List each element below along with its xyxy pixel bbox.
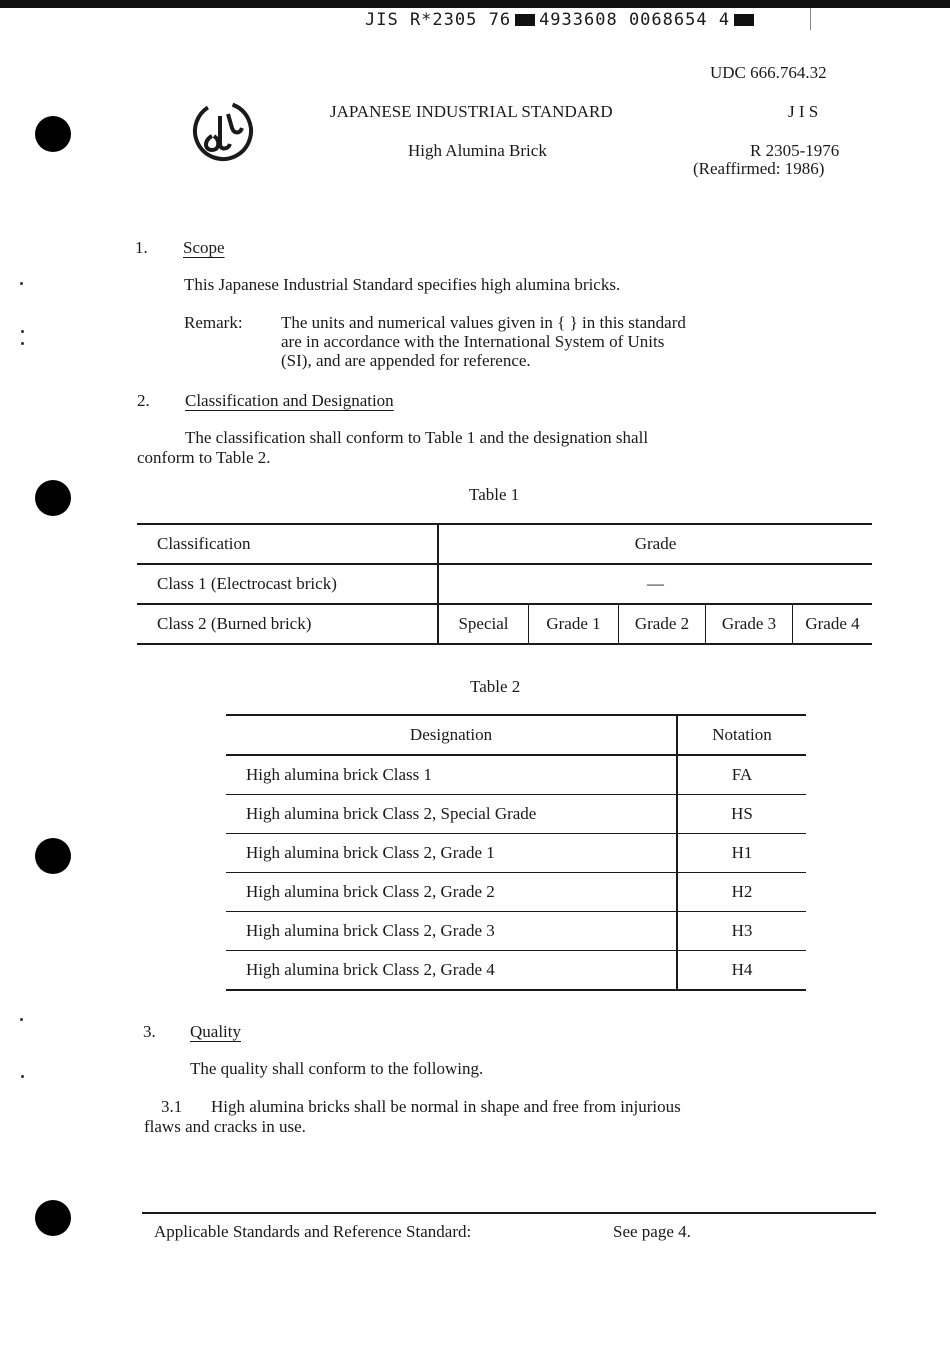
- jis-mark-text: J I S: [788, 102, 819, 121]
- remark-line: (SI), and are appended for reference.: [281, 351, 531, 370]
- designation-cell: High alumina brick Class 2, Grade 3: [226, 912, 677, 951]
- designation-cell: High alumina brick Class 1: [226, 755, 677, 795]
- classification-text: conform to Table 2.: [137, 448, 271, 467]
- table1-header-grade: Grade: [634, 534, 677, 553]
- scope-text: This Japanese Industrial Standard specifies high alumina bricks.: [184, 275, 621, 294]
- jis-mark-icon: [190, 98, 256, 164]
- quality-item-number: 3.1: [161, 1097, 183, 1116]
- table-row: [226, 755, 806, 795]
- table-row: [226, 834, 806, 873]
- designation-cell: High alumina brick Class 2, Grade 4: [226, 951, 677, 991]
- table-row: [226, 951, 806, 991]
- punch-hole: [35, 1200, 71, 1236]
- redaction-block: [515, 14, 535, 26]
- notation-cell: FA: [731, 765, 753, 784]
- table1-row-value: —: [647, 574, 664, 593]
- table-row: [226, 912, 806, 951]
- remark-line: are in accordance with the International System of Units: [281, 332, 665, 351]
- table1-grade-cell: Grade 2: [619, 604, 706, 644]
- notation-cell: HS: [731, 804, 753, 823]
- table2-caption: Table 2: [470, 677, 521, 696]
- quality-item-text: High alumina bricks shall be normal in shape and free from injurious: [211, 1097, 681, 1116]
- section-number: 3.: [143, 1022, 156, 1041]
- table2: [226, 714, 806, 991]
- table1-caption: Table 1: [469, 485, 520, 504]
- table1-header-classification: Classification: [137, 524, 438, 564]
- notation-cell: H4: [731, 960, 753, 979]
- redaction-block: [734, 14, 754, 26]
- document-code-prefix: JIS R*2305 76: [365, 10, 512, 30]
- scan-speck: [21, 342, 24, 345]
- scan-mark: [810, 8, 811, 30]
- section-number: 1.: [135, 238, 148, 257]
- remark-label: Remark:: [184, 313, 243, 332]
- notation-cell: H2: [731, 882, 753, 901]
- scan-top-bar: [0, 0, 950, 8]
- designation-cell: High alumina brick Class 2, Grade 2: [226, 873, 677, 912]
- section-title-classification: Classification and Designation: [185, 391, 394, 410]
- table2-header-notation: Notation: [712, 725, 772, 744]
- document-code-line: [365, 10, 758, 30]
- designation-cell: High alumina brick Class 2, Grade 1: [226, 834, 677, 873]
- scan-speck: [20, 1018, 23, 1021]
- section-number: 2.: [137, 391, 150, 410]
- section-title-quality: Quality: [190, 1022, 241, 1041]
- footer-reference: See page 4.: [613, 1222, 691, 1241]
- section-title-scope: Scope: [183, 238, 225, 257]
- classification-text: The classification shall conform to Table 1 and the designation shall: [185, 428, 649, 447]
- table1-grade-cell: Grade 3: [706, 604, 793, 644]
- punch-hole: [35, 116, 71, 152]
- designation-cell: High alumina brick Class 2, Special Grade: [226, 795, 677, 834]
- scan-speck: [20, 282, 23, 285]
- standard-number: R 2305-1976: [750, 141, 840, 160]
- document-subject: High Alumina Brick: [408, 141, 547, 160]
- udc-number: UDC 666.764.32: [710, 63, 827, 82]
- standard-title: JAPANESE INDUSTRIAL STANDARD: [330, 102, 613, 121]
- punch-hole: [35, 838, 71, 874]
- remark-line: The units and numerical values given in { } in this standard: [281, 313, 686, 332]
- reaffirmed-date: (Reaffirmed: 1986): [693, 159, 825, 178]
- table1-grade-cell: Special: [438, 604, 529, 644]
- notation-cell: H1: [731, 843, 753, 862]
- quality-item-text: flaws and cracks in use.: [144, 1117, 306, 1136]
- table-row: [226, 873, 806, 912]
- punch-hole: [35, 480, 71, 516]
- scan-speck: [21, 330, 24, 333]
- scan-speck: [21, 1075, 24, 1078]
- table1: [137, 523, 872, 645]
- table2-header-designation: Designation: [226, 715, 677, 755]
- quality-text: The quality shall conform to the following.: [190, 1059, 484, 1078]
- table1-grade-cell: Grade 4: [805, 614, 860, 633]
- document-code-mid: 4933608 0068654 4: [539, 10, 731, 30]
- table1-row-label: Class 1 (Electrocast brick): [137, 564, 438, 604]
- notation-cell: H3: [731, 921, 753, 940]
- table1-grade-cell: Grade 1: [529, 604, 619, 644]
- footer-text: Applicable Standards and Reference Standard:: [154, 1222, 472, 1241]
- table-row: [226, 795, 806, 834]
- footer-rule: [142, 1212, 876, 1214]
- table1-row-label: Class 2 (Burned brick): [137, 604, 438, 644]
